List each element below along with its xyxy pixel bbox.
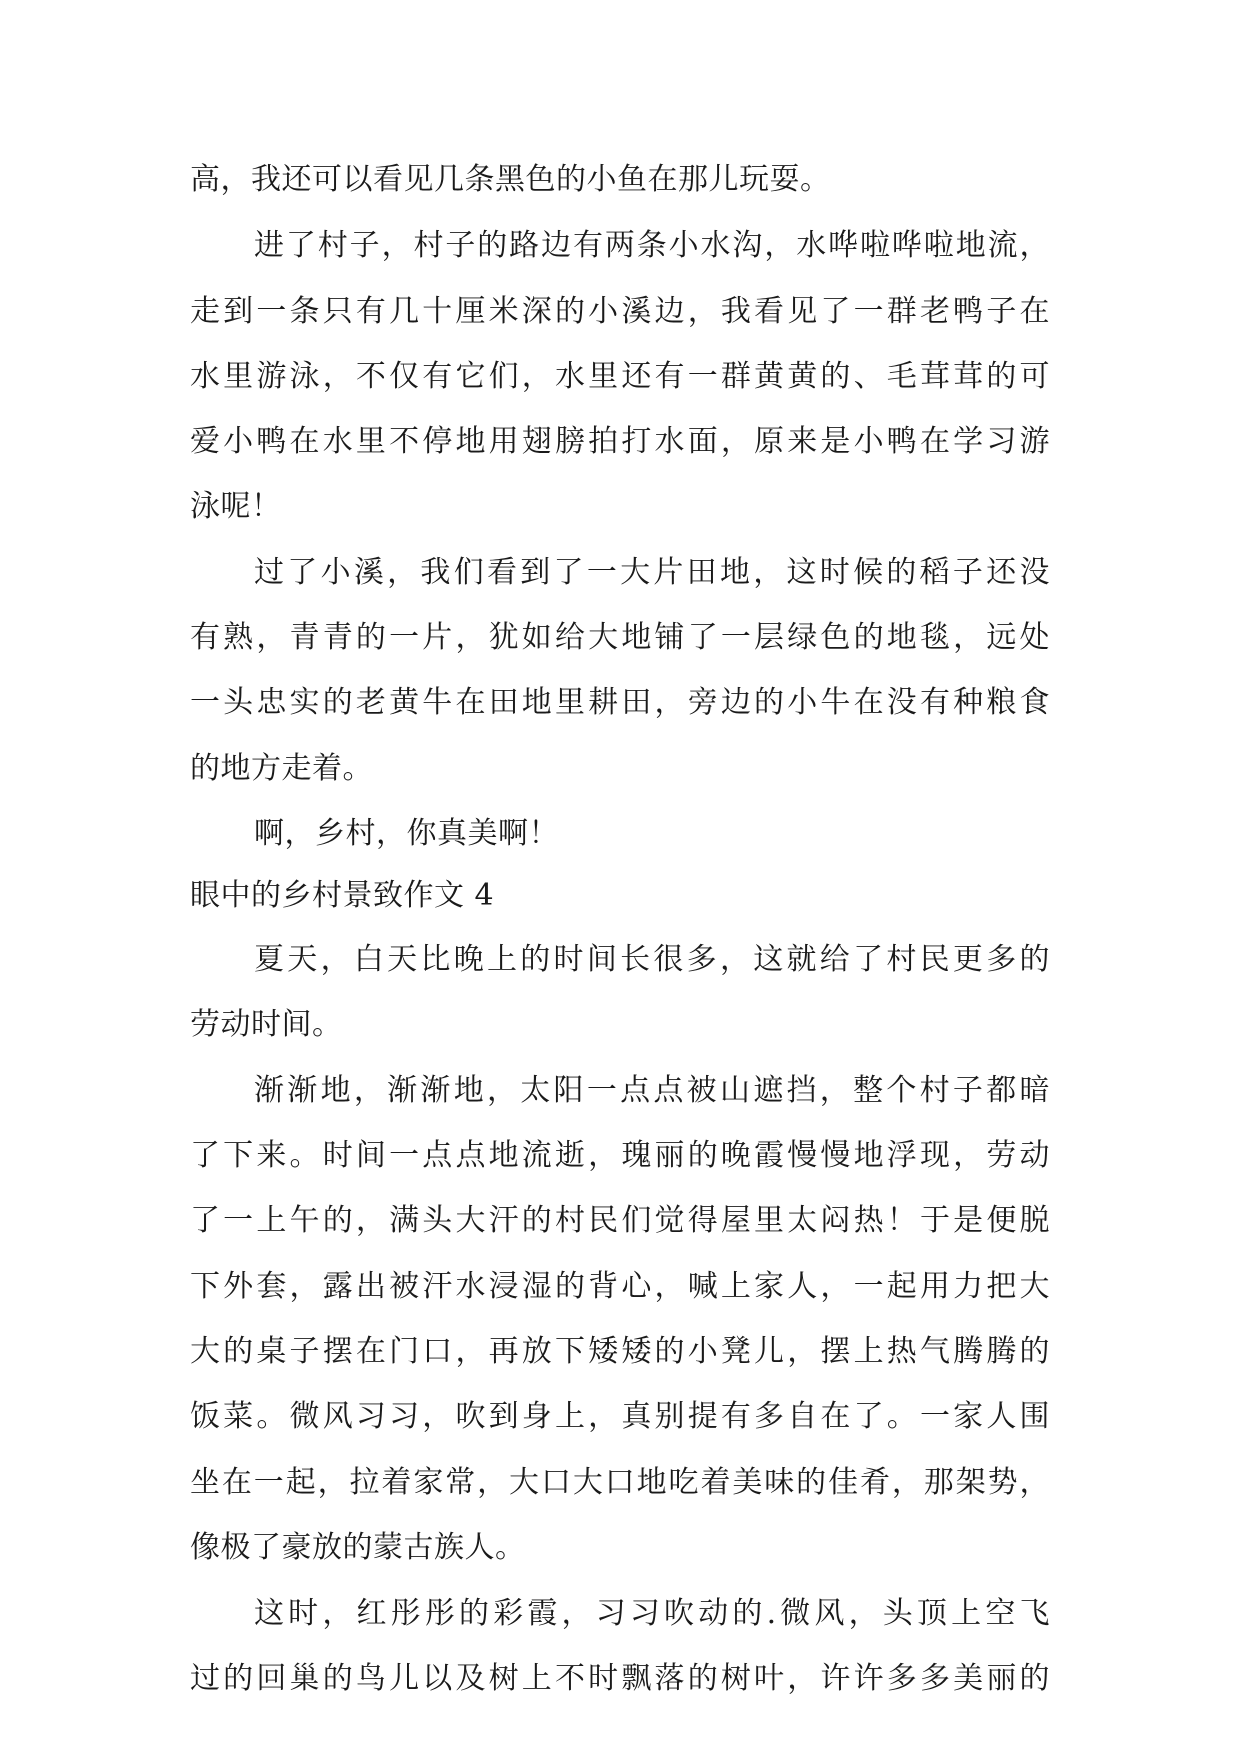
text-line: 像极了豪放的蒙古族人。 xyxy=(190,1530,526,1565)
text-line: 泳呢！ xyxy=(190,489,282,524)
text-line: 有熟，青青的一片，犹如给大地铺了一层绿色的地毯，远处 xyxy=(190,620,1050,655)
paragraph-start-line: 夏天，白天比晚上的时间长很多，这就给了村民更多的 xyxy=(254,942,1050,977)
text-line: 爱小鸭在水里不停地用翅膀拍打水面，原来是小鸭在学习游 xyxy=(190,424,1050,459)
text-line: 过的回巢的鸟儿以及树上不时飘落的树叶，许许多多美丽的 xyxy=(190,1661,1050,1696)
paragraph-start-line: 过了小溪，我们看到了一大片田地，这时候的稻子还没 xyxy=(254,555,1050,590)
text-line: 了下来。时间一点点地流逝，瑰丽的晚霞慢慢地浮现，劳动 xyxy=(190,1138,1050,1173)
paragraph-start-line: 这时，红彤彤的彩霞，习习吹动的.微风，头顶上空飞 xyxy=(254,1596,1050,1631)
text-line: 下外套，露出被汗水浸湿的背心，喊上家人，一起用力把大 xyxy=(190,1269,1050,1304)
text-line: 饭菜。微风习习，吹到身上，真别提有多自在了。一家人围 xyxy=(190,1399,1050,1434)
section-heading: 眼中的乡村景致作文 4 xyxy=(190,878,495,913)
text-line: 劳动时间。 xyxy=(190,1007,343,1042)
text-line: 走到一条只有几十厘米深的小溪边，我看见了一群老鸭子在 xyxy=(190,294,1050,329)
text-line: 一头忠实的老黄牛在田地里耕田，旁边的小牛在没有种粮食 xyxy=(190,685,1050,720)
text-line: 坐在一起，拉着家常，大口大口地吃着美味的佳肴，那架势， xyxy=(190,1465,1050,1500)
text-line: 高，我还可以看见几条黑色的小鱼在那儿玩耍。 xyxy=(190,162,831,197)
text-line: 水里游泳，不仅有它们，水里还有一群黄黄的、毛茸茸的可 xyxy=(190,359,1050,394)
text-line: 大的桌子摆在门口，再放下矮矮的小凳儿，摆上热气腾腾的 xyxy=(190,1334,1050,1369)
paragraph-start-line: 进了村子，村子的路边有两条小水沟，水哗啦哗啦地流， xyxy=(254,228,1050,263)
paragraph-start-line: 渐渐地，渐渐地，太阳一点点被山遮挡，整个村子都暗 xyxy=(254,1073,1050,1108)
text-line: 了一上午的，满头大汗的村民们觉得屋里太闷热！于是便脱 xyxy=(190,1203,1050,1238)
text-line: 的地方走着。 xyxy=(190,751,373,786)
paragraph-start-line: 啊，乡村，你真美啊！ xyxy=(254,816,559,851)
